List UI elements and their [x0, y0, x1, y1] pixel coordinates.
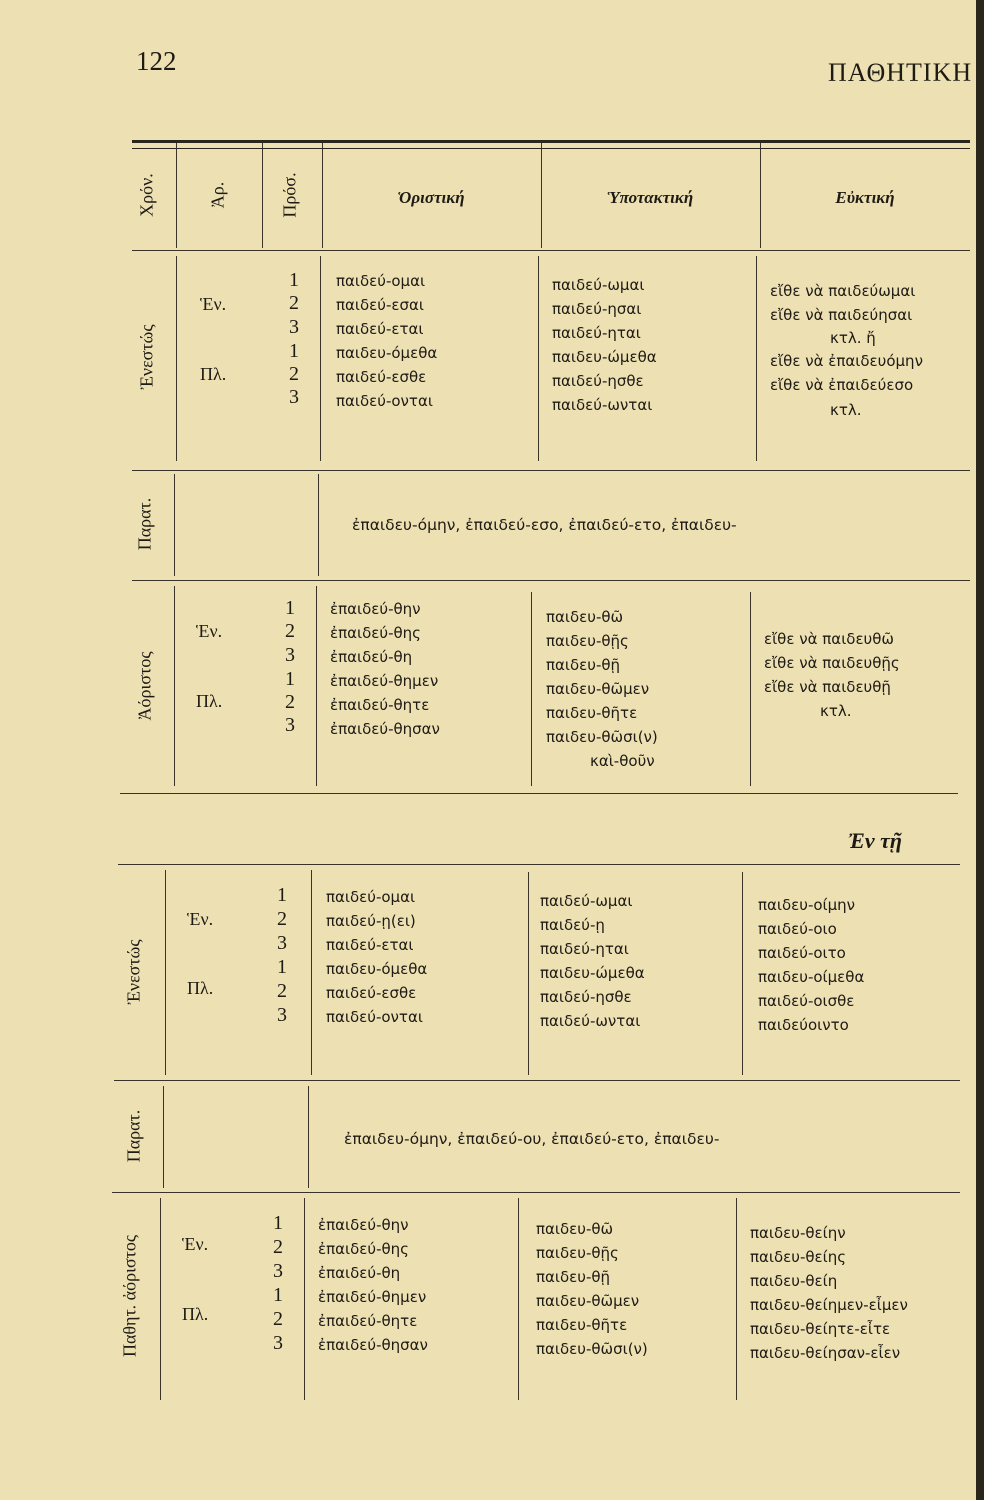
- person-number: 2: [273, 1236, 283, 1258]
- table1-col-line: [318, 474, 319, 576]
- table1-col-line: [176, 143, 177, 248]
- person-number: 3: [273, 1332, 283, 1354]
- page-number: 122: [136, 46, 177, 76]
- table1-col-line: [756, 256, 757, 461]
- optative-form: κτλ.: [830, 401, 862, 419]
- subjunctive-form: παιδευ-ώμεθα: [540, 964, 645, 982]
- table2-col-line: [518, 1198, 519, 1400]
- person-number: 3: [273, 1260, 283, 1282]
- table1-col-line: [316, 586, 317, 786]
- person-number: 2: [277, 908, 287, 930]
- tense-label: Παρατ.: [123, 1109, 144, 1163]
- indicative-form: παιδεύ-ονται: [336, 392, 433, 410]
- table2-col-line: [736, 1198, 737, 1400]
- top-rule: [132, 140, 970, 143]
- table1-col-line: [538, 256, 539, 461]
- table2-col-line: [163, 1086, 164, 1188]
- subjunctive-form: παιδευ-θῶσι(ν): [546, 728, 658, 746]
- table1-col-line: [262, 143, 263, 248]
- person-number: 1: [273, 1212, 283, 1234]
- subjunctive-form: παιδευ-θῶμεν: [546, 680, 650, 698]
- table1-col-line: [176, 256, 177, 461]
- person-number: 2: [277, 980, 287, 1002]
- person-number: 2: [289, 363, 299, 385]
- indicative-form: ἐπαιδεύ-θην: [330, 600, 421, 618]
- indicative-form: παιδευ-όμεθα: [336, 344, 438, 362]
- indicative-form: παιδεύ-εσθε: [336, 368, 427, 386]
- table1-row-line: [132, 580, 970, 581]
- table2-col-line: [311, 870, 312, 1075]
- subjunctive-form: παιδεύ-ωνται: [552, 396, 653, 414]
- table2-col-line: [304, 1198, 305, 1400]
- indicative-form: ἐπαιδεύ-θησαν: [318, 1336, 428, 1354]
- table2-col-line: [165, 870, 166, 1075]
- table1-col-line: [760, 143, 761, 248]
- optative-form: εἴθε νὰ παιδευθῇ: [764, 678, 891, 696]
- subjunctive-form: παιδευ-θῶ: [546, 608, 624, 626]
- indicative-form: παιδεύ-ονται: [326, 1008, 423, 1026]
- indicative-form: παιδεύ-ομαι: [326, 888, 416, 906]
- table2-col-line: [160, 1198, 161, 1400]
- optative-form: παιδευ-θείη: [750, 1272, 838, 1290]
- subjunctive-form: παιδευ-θῇς: [546, 632, 629, 650]
- table1-header-line: [132, 250, 970, 251]
- person-number: 3: [285, 714, 295, 736]
- tense-label: Παρατ.: [134, 497, 155, 551]
- subjunctive-form: παιδευ-θῆτε: [546, 704, 638, 722]
- indicative-form: ἐπαιδεύ-θης: [318, 1240, 409, 1258]
- section-heading: Ἐν τῇ: [848, 828, 902, 853]
- person-number: 1: [289, 340, 299, 362]
- table1-col-line: [750, 592, 751, 786]
- optative-form: εἴθε νὰ ἐπαιδευόμην: [770, 352, 923, 370]
- optative-form: εἴθε νὰ παιδεύησαι: [770, 306, 913, 324]
- subjunctive-form: παιδευ-θῶ: [536, 1220, 614, 1238]
- subjunctive-form: παιδευ-ώμεθα: [552, 348, 657, 366]
- person-number: 3: [289, 386, 299, 408]
- table1-col-line: [541, 143, 542, 248]
- indicative-form: παιδεύ-εται: [336, 320, 424, 338]
- header-number: Ἀρ.: [207, 181, 228, 209]
- subjunctive-form: παιδεύ-ησθε: [552, 372, 644, 390]
- indicative-form: ἐπαιδεύ-θημεν: [318, 1288, 427, 1306]
- running-head: ΠΑΘΗΤΙΚΗ: [828, 58, 973, 87]
- number-plural: Πλ.: [196, 691, 223, 711]
- table1-col-line: [174, 474, 175, 576]
- subjunctive-form: παιδευ-θῶσι(ν): [536, 1340, 648, 1358]
- indicative-form: ἐπαιδεύ-θητε: [330, 696, 430, 714]
- subjunctive-form: παιδευ-θῇ: [546, 656, 621, 674]
- indicative-form: παιδευ-όμεθα: [326, 960, 428, 978]
- number-singular: Ἑν.: [187, 909, 214, 929]
- subjunctive-form: παιδεύ-ωμαι: [540, 892, 633, 910]
- person-number: 2: [285, 620, 295, 642]
- page-edge: [976, 0, 984, 1500]
- optative-form: παιδεύοιντο: [758, 1016, 849, 1034]
- optative-form: παιδευ-θείης: [750, 1248, 847, 1266]
- indicative-form: ἐπαιδεύ-θησαν: [330, 720, 440, 738]
- table1-col-line: [531, 592, 532, 786]
- number-singular: Ἑν.: [182, 1234, 209, 1254]
- optative-form: παιδευ-οίμην: [758, 896, 856, 914]
- subjunctive-form: καὶ-θοῦν: [590, 752, 655, 770]
- header-person: Πρόσ.: [279, 172, 300, 218]
- subjunctive-form: παιδευ-θῇς: [536, 1244, 619, 1262]
- tense-label: Παθητ. ἀόριστος: [119, 1234, 140, 1358]
- subjunctive-form: παιδευ-θῆτε: [536, 1316, 628, 1334]
- optative-form: παιδευ-θείητε-εἶτε: [750, 1320, 891, 1338]
- indicative-form: παιδεύ-ῃ(ει): [326, 912, 416, 930]
- table2-col-line: [308, 1086, 309, 1188]
- subjunctive-form: παιδεύ-ηται: [552, 324, 641, 342]
- number-singular: Ἑν.: [196, 621, 223, 641]
- optative-form: εἴθε νὰ παιδευθῶ: [764, 630, 894, 648]
- subjunctive-form: παιδεύ-ωνται: [540, 1012, 641, 1030]
- person-number: 3: [289, 316, 299, 338]
- person-number: 1: [285, 597, 295, 619]
- top-rule-thin: [132, 148, 970, 149]
- indicative-form: ἐπαιδεύ-θη: [318, 1264, 401, 1282]
- optative-form: εἴθε νὰ ἐπαιδεύεσο: [770, 376, 914, 394]
- number-plural: Πλ.: [182, 1304, 209, 1324]
- optative-form: παιδευ-θείημεν-εἶμεν: [750, 1296, 908, 1314]
- subjunctive-form: παιδεύ-ηται: [540, 940, 629, 958]
- person-number: 1: [277, 956, 287, 978]
- subjunctive-form: παιδεύ-ησαι: [552, 300, 642, 318]
- subjunctive-form: παιδευ-θῶμεν: [536, 1292, 640, 1310]
- optative-form: εἴθε νὰ παιδευθῇς: [764, 654, 900, 672]
- indicative-form: ἐπαιδεύ-θη: [330, 648, 413, 666]
- optative-form: παιδεύ-οιο: [758, 920, 837, 938]
- header-tense: Χρόν.: [136, 173, 157, 217]
- table1-row-line: [132, 470, 970, 471]
- indicative-form: ἐπαιδεύ-θην: [318, 1216, 409, 1234]
- subjunctive-form: παιδεύ-ῃ: [540, 916, 605, 934]
- table2-col-line: [742, 872, 743, 1075]
- header-optative: Εὐκτική: [835, 188, 895, 207]
- optative-form: παιδεύ-οιτο: [758, 944, 846, 962]
- optative-form: εἴθε νὰ παιδεύωμαι: [770, 282, 916, 300]
- indicative-form: παιδεύ-εσαι: [336, 296, 424, 314]
- indicative-form: παιδεύ-εται: [326, 936, 414, 954]
- subjunctive-form: παιδεύ-ησθε: [540, 988, 632, 1006]
- imperfect-line: ἐπαιδευ-όμην, ἐπαιδεύ-ου, ἐπαιδεύ-ετο, ἐπαιδευ-: [344, 1130, 720, 1148]
- person-number: 2: [273, 1308, 283, 1330]
- person-number: 3: [285, 644, 295, 666]
- subjunctive-form: παιδευ-θῇ: [536, 1268, 611, 1286]
- number-singular: Ἑν.: [200, 294, 227, 314]
- person-number: 3: [277, 1004, 287, 1026]
- header-subjunctive: Ὑποτακτική: [606, 188, 694, 207]
- person-number: 2: [285, 691, 295, 713]
- imperfect-line: ἐπαιδευ-όμην, ἐπαιδεύ-εσο, ἐπαιδεύ-ετο, ἐπαιδευ-: [352, 516, 737, 534]
- table2-top-line: [118, 864, 960, 865]
- indicative-form: παιδεύ-ομαι: [336, 272, 426, 290]
- optative-form: παιδευ-οίμεθα: [758, 968, 865, 986]
- optative-form: κτλ. ἤ: [830, 329, 876, 347]
- person-number: 1: [273, 1284, 283, 1306]
- table1-col-line: [174, 586, 175, 786]
- optative-form: παιδευ-θείησαν-εἶεν: [750, 1344, 901, 1362]
- table1-col-line: [320, 256, 321, 461]
- table1-bottom-line: [120, 793, 958, 794]
- number-plural: Πλ.: [187, 978, 214, 998]
- optative-form: παιδεύ-οισθε: [758, 992, 855, 1010]
- optative-form: κτλ.: [820, 702, 852, 720]
- person-number: 2: [289, 292, 299, 314]
- table1-col-line: [322, 143, 323, 248]
- tense-label: Ἀόριστος: [134, 651, 155, 721]
- indicative-form: παιδεύ-εσθε: [326, 984, 417, 1002]
- number-plural: Πλ.: [200, 364, 227, 384]
- person-number: 3: [277, 932, 287, 954]
- indicative-form: ἐπαιδεύ-θης: [330, 624, 421, 642]
- tense-label: Ἐνεστώς: [136, 324, 157, 390]
- table2-row-line: [112, 1192, 960, 1193]
- table2-col-line: [528, 872, 529, 1075]
- header-indicative: Ὁριστική: [397, 188, 465, 207]
- subjunctive-form: παιδεύ-ωμαι: [552, 276, 645, 294]
- person-number: 1: [277, 884, 287, 906]
- person-number: 1: [285, 668, 295, 690]
- indicative-form: ἐπαιδεύ-θημεν: [330, 672, 439, 690]
- optative-form: παιδευ-θείην: [750, 1224, 846, 1242]
- indicative-form: ἐπαιδεύ-θητε: [318, 1312, 418, 1330]
- table2-row-line: [114, 1080, 960, 1081]
- tense-label: Ἐνεστώς: [123, 939, 144, 1005]
- person-number: 1: [289, 269, 299, 291]
